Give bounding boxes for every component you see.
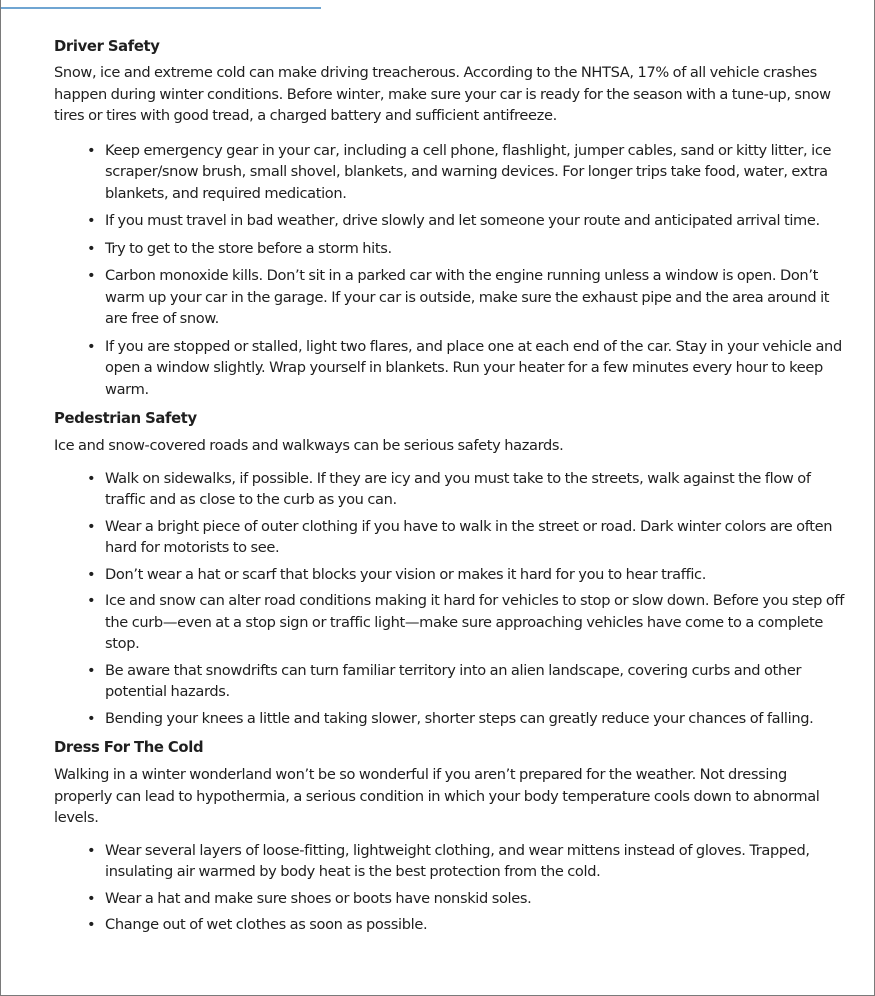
bullet-icon: • [87, 239, 96, 257]
bullet-icon: • [87, 267, 96, 284]
list-item [87, 140, 844, 205]
bullet-icon: • [87, 337, 96, 355]
list-item [87, 708, 844, 730]
bullet-icon: • [87, 565, 96, 583]
section-intro: Ice and snow-covered roads and walkways can be serious safety hazards. [54, 437, 564, 454]
bullet-icon: • [87, 916, 96, 933]
list-item [87, 914, 844, 936]
list-item-text: Don’t wear a hat or scarf that blocks your vision or makes it hard for you to hear traffic. [105, 565, 707, 583]
bullet-list [54, 140, 844, 401]
bullet-icon: • [87, 469, 96, 487]
list-item-text: If you must travel in bad weather, drive slowly and let someone your route and anticipated arrival time. [105, 212, 820, 229]
section-title: Driver Safety [54, 38, 160, 55]
list-item [87, 238, 844, 260]
list-item-text: Keep emergency gear in your car, including a cell phone, flashlight, jumper cables, sand or kitty litter, ice scraper/snow brush, small shovel, blankets, and warning devices. For longer trips take food, water, extra blankets, and required medication. [105, 141, 832, 202]
list-item-text: Wear a bright piece of outer clothing if you have to walk in the street or road. Dark winter colors are often hard for motorists to see. [105, 517, 833, 556]
list-item [87, 210, 844, 232]
section-title: Dress For The Cold [54, 739, 204, 756]
list-item-text: Be aware that snowdrifts can turn familiar territory into an alien landscape, covering curbs and other potential hazards. [105, 661, 802, 700]
bullet-icon: • [87, 661, 96, 679]
page-border-left [0, 0, 1, 996]
list-item-text: Try to get to the store before a storm hits. [105, 239, 392, 257]
list-item-text: If you are stopped or stalled, light two flares, and place one at each end of the car. Stay in your vehicle and open a window slightly. Wrap yourself in blankets. Run your heater for a few minutes every hour to keep warm. [105, 337, 842, 398]
section-intro: Snow, ice and extreme cold can make driving treacherous. According to the NHTSA, 17% of all vehicle crashes happen during winter conditions. Before winter, make sure your car is ready for the season with a tune-up, snow tires or tires with good tread, a charged battery and sufficient antifreeze. [54, 64, 831, 124]
list-item [87, 840, 844, 883]
section-dress-for-the-cold [54, 737, 844, 936]
list-item [87, 660, 844, 703]
list-item-text: Wear a hat and make sure shoes or boots have nonskid soles. [105, 889, 532, 907]
bullet-list [54, 468, 844, 730]
bullet-list [54, 840, 844, 936]
list-item [87, 888, 844, 910]
list-item-text: Ice and snow can alter road conditions making it hard for vehicles to stop or slow down. Before you step off the curb—even at a stop sign or traffic light—make sure approaching vehicles have come to a complete stop. [105, 592, 845, 652]
list-item [87, 265, 844, 330]
bullet-icon: • [87, 141, 96, 159]
top-accent-rule [0, 7, 321, 9]
list-item [87, 590, 845, 655]
list-item [87, 516, 844, 559]
list-item [87, 564, 844, 586]
list-item-text: Change out of wet clothes as soon as possible. [105, 916, 428, 933]
section-title: Pedestrian Safety [54, 410, 197, 427]
list-item [87, 336, 844, 401]
bullet-icon: • [87, 709, 96, 727]
section-intro: Walking in a winter wonderland won’t be so wonderful if you aren’t prepared for the weather. Not dressing properly can lead to hypothermia, a serious condition in which your body temperature cools down to abnormal levels. [54, 766, 820, 826]
list-item-text: Carbon monoxide kills. Don’t sit in a parked car with the engine running unless a window is open. Don’t warm up your car in the garage. If your car is outside, make sure the exhaust pipe and the area around it are free of snow. [105, 267, 830, 327]
list-item-text: Bending your knees a little and taking slower, shorter steps can greatly reduce your chances of falling. [105, 709, 814, 727]
list-item-text: Wear several layers of loose-fitting, lightweight clothing, and wear mittens instead of gloves. Trapped, insulating air warmed by body heat is the best protection from the cold. [105, 841, 810, 880]
document-body [54, 36, 844, 936]
list-item-text: Walk on sidewalks, if possible. If they are icy and you must take to the streets, walk against the flow of traffic and as close to the curb as you can. [105, 469, 811, 508]
list-item [87, 468, 844, 511]
section-pedestrian-safety [54, 408, 844, 729]
bullet-icon: • [87, 889, 96, 907]
bullet-icon: • [87, 592, 96, 609]
bullet-icon: • [87, 517, 96, 535]
bullet-icon: • [87, 212, 96, 229]
bullet-icon: • [87, 841, 96, 859]
section-driver-safety [54, 36, 844, 400]
